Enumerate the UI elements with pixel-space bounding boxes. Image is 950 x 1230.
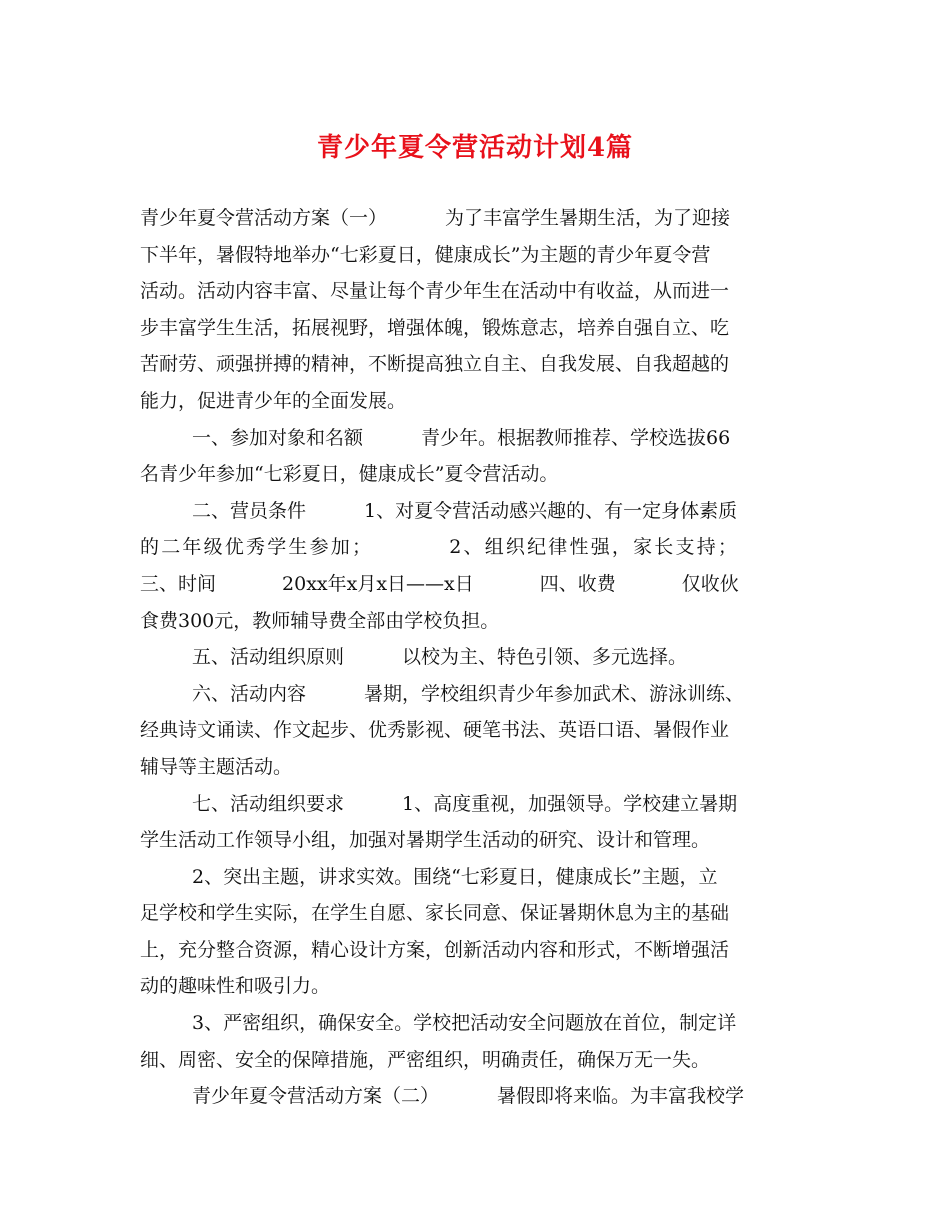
- text-run: 1、高度重视，加强领导。学校建立暑期: [402, 792, 738, 815]
- text-run: 仅收伙: [681, 572, 739, 595]
- text-run: 20xx年x月x日——x日: [282, 572, 474, 595]
- paragraph-line: [140, 968, 816, 1005]
- document-body: [140, 200, 816, 1115]
- text-run: 上，充分整合资源，精心设计方案，创新活动内容和形式，不断增强活: [140, 938, 730, 961]
- text-run: 3、严密组织，确保安全。学校把活动安全问题放在首位，制定详: [192, 1012, 737, 1035]
- section-heading: 二、营员条件: [192, 499, 307, 522]
- section-heading: 五、活动组织原则: [192, 646, 345, 669]
- paragraph-line: [140, 822, 816, 859]
- section-heading: 四、收费: [539, 572, 616, 595]
- text-run: 2、突出主题，讲求实效。围绕“七彩夏日，健康成长”主题，立: [192, 865, 718, 888]
- text-run: 动的趣味性和吸引力。: [140, 975, 331, 998]
- text-run: 学生活动工作领导小组，加强对暑期学生活动的研究、设计和管理。: [140, 829, 711, 852]
- text-run: 为了丰富学生暑期生活，为了迎接: [445, 207, 731, 229]
- section-heading: 一、参加对象和名额: [192, 426, 364, 449]
- paragraph-line: [140, 310, 816, 347]
- text-run: 辅导等主题活动。: [140, 755, 293, 778]
- paragraph-line: [140, 676, 816, 713]
- paragraph-line: [140, 1078, 816, 1115]
- paragraph-line: [140, 932, 816, 969]
- text-run: 下半年，暑假特地举办“七彩夏日，健康成长”为主题的青少年夏令营: [140, 243, 711, 266]
- paragraph-line: [140, 749, 816, 786]
- paragraph-line: [140, 383, 816, 420]
- paragraph-line: [140, 420, 816, 457]
- text-run: 暑期，学校组织青少年参加武术、游泳训练、: [364, 682, 745, 705]
- text-run: 暑假即将来临。为丰富我校学: [497, 1085, 745, 1108]
- text-run: 以校为主、特色引领、多元选择。: [402, 646, 688, 669]
- text-run: 青少年夏令营活动方案（一）: [140, 207, 388, 229]
- text-run: 细、周密、安全的保障措施，严密组织，明确责任，确保万无一失。: [140, 1048, 711, 1071]
- section-heading: 六、活动内容: [192, 682, 307, 705]
- paragraph-line: [140, 529, 816, 566]
- paragraph-line: [140, 786, 816, 823]
- text-run: 活动。活动内容丰富、尽量让每个青少年生在活动中有收益，从而进一: [140, 280, 730, 303]
- paragraph-line: [140, 346, 816, 383]
- paragraph-line: [140, 712, 816, 749]
- paragraph-line: [140, 1042, 816, 1079]
- paragraph-line: [140, 603, 816, 640]
- text-run: 经典诗文诵读、作文起步、优秀影视、硬笔书法、英语口语、暑假作业: [140, 719, 730, 742]
- paragraph-line: [140, 859, 816, 896]
- paragraph-line: [140, 237, 816, 274]
- text-run: 食费300元，教师辅导费全部由学校负担。: [140, 609, 500, 632]
- paragraph-line: [140, 639, 816, 676]
- paragraph-line: [140, 200, 816, 237]
- section-heading: 三、时间: [140, 572, 217, 595]
- text-run: 青少年。根据教师推荐、学校选拔66: [421, 426, 731, 449]
- paragraph-line: [140, 1005, 816, 1042]
- text-run: 1、对夏令营活动感兴趣的、有一定身体素质: [364, 499, 738, 522]
- text-run: 能力，促进青少年的全面发展。: [140, 389, 407, 412]
- paragraph-line: [140, 493, 816, 530]
- paragraph-line: [140, 273, 816, 310]
- text-run: 名青少年参加“七彩夏日，健康成长”夏令营活动。: [140, 463, 559, 486]
- paragraph-line: [140, 566, 816, 603]
- section-heading: 七、活动组织要求: [192, 792, 345, 815]
- paragraph-line: [140, 456, 816, 493]
- text-run: 2、组织纪律性强，家长支持；: [449, 536, 740, 559]
- text-run: 步丰富学生生活，拓展视野，增强体魄，锻炼意志，培养自强自立、吃: [140, 316, 730, 339]
- paragraph-line: [140, 895, 816, 932]
- text-run: 足学校和学生实际，在学生自愿、家长同意、保证暑期休息为主的基础: [140, 902, 730, 925]
- document-title: 青少年夏令营活动计划4篇: [316, 133, 634, 163]
- text-run: 苦耐劳、顽强拼搏的精神，不断提高独立自主、自我发展、自我超越的: [140, 353, 730, 376]
- text-run: 的二年级优秀学生参加；: [140, 536, 374, 559]
- section-heading: 青少年夏令营活动方案（二）: [192, 1085, 440, 1108]
